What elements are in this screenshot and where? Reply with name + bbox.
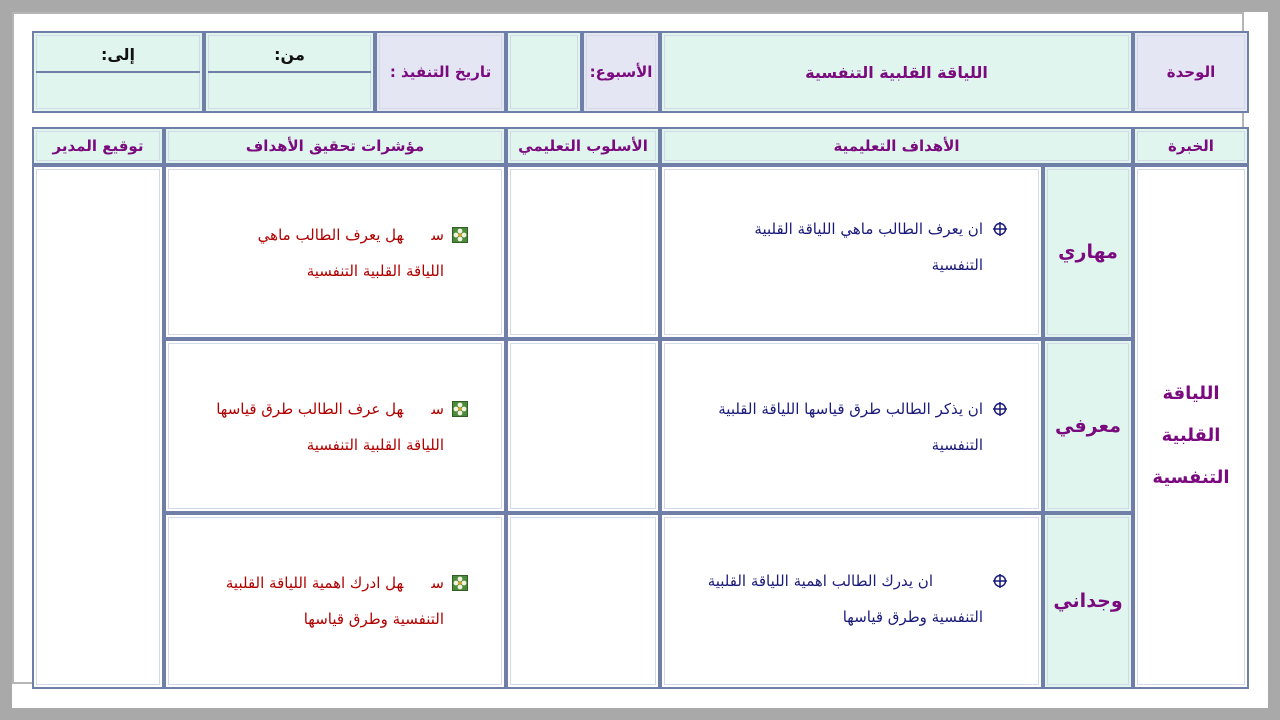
indicator-text: هل يعرف الطالب ماهي (257, 226, 404, 244)
indicator-cell-1 (164, 165, 506, 339)
week-label: الأسبوع: (589, 63, 653, 81)
experience-line-2: القلبية (1161, 425, 1221, 446)
domain-label: وجداني (1053, 590, 1123, 612)
domain-label: معرفي (1055, 415, 1121, 437)
unit-label: الوحدة (1166, 63, 1216, 81)
objective-line-2: التنفسية وطرق قياسها (842, 608, 983, 626)
col-method-label: الأسلوب التعليمي (518, 137, 648, 155)
unit-value: اللياقة القلبية التنفسية (805, 62, 988, 82)
objective-line-1 (667, 563, 1007, 599)
from-label: من: (274, 45, 305, 64)
method-cell-1[interactable] (506, 165, 660, 339)
week-value-cell[interactable] (506, 31, 582, 113)
objective-text: ان يذكر الطالب طرق قياسها اللياقة القلبية (718, 400, 983, 418)
indicator-text: هل عرف الطالب طرق قياسها (216, 400, 404, 418)
objective-text: ان يعرف الطالب ماهي اللياقة القلبية (754, 220, 983, 238)
crosshair-icon (993, 402, 1007, 416)
indicator-line-1 (168, 391, 468, 427)
indicator-prefix: س (431, 574, 444, 592)
col-indicators-label: مؤشرات تحقيق الأهداف (245, 137, 425, 155)
objective-line-2: التنفسية (931, 256, 983, 274)
to-cell[interactable] (32, 31, 204, 113)
objective-line-1 (667, 211, 1007, 247)
indicator-line-1 (168, 217, 468, 253)
objective-line-2: التنفسية (931, 436, 983, 454)
from-divider (208, 71, 371, 73)
col-principal-signature (32, 127, 164, 165)
objective-cell-3 (660, 513, 1043, 689)
indicator-line-2: اللياقة القلبية التنفسية (306, 436, 444, 454)
unit-value-cell (660, 31, 1133, 113)
exec-date-label-cell (375, 31, 506, 113)
indicator-text: هل ادرك اهمية اللياقة القلبية (225, 574, 404, 592)
col-objectives (660, 127, 1133, 165)
week-label-cell (582, 31, 660, 113)
domain-cell-3 (1043, 513, 1133, 689)
indicator-cell-2 (164, 339, 506, 513)
objective-line-1 (667, 391, 1007, 427)
experience-line-3: التنفسية (1152, 467, 1230, 488)
domain-label: مهاري (1058, 241, 1118, 263)
unit-label-cell (1133, 31, 1249, 113)
objective-cell-2 (660, 339, 1043, 513)
crosshair-icon (993, 574, 1007, 588)
col-experience (1133, 127, 1249, 165)
method-cell-3[interactable] (506, 513, 660, 689)
method-cell-2[interactable] (506, 339, 660, 513)
principal-signature-cell[interactable] (32, 165, 164, 689)
col-indicators (164, 127, 506, 165)
from-cell[interactable] (204, 31, 375, 113)
col-experience-label: الخبرة (1168, 137, 1214, 155)
objective-text: ان يدرك الطالب اهمية اللياقة القلبية (707, 572, 933, 590)
indicator-prefix: س (431, 226, 444, 244)
indicator-prefix: س (431, 400, 444, 418)
indicator-line-2: اللياقة القلبية التنفسية (306, 262, 444, 280)
col-objectives-label: الأهداف التعليمية (833, 137, 960, 155)
to-divider (36, 71, 200, 73)
to-label: إلى: (100, 45, 136, 64)
col-method (506, 127, 660, 165)
crosshair-icon (993, 222, 1007, 236)
domain-cell-1 (1043, 165, 1133, 339)
objective-cell-1 (660, 165, 1043, 339)
exec-date-label: تاريخ التنفيذ : (389, 63, 492, 81)
indicator-line-2: التنفسية وطرق قياسها (303, 610, 444, 628)
flower-icon (452, 227, 468, 243)
domain-cell-2 (1043, 339, 1133, 513)
experience-line-1: اللياقة (1162, 383, 1220, 404)
flower-icon (452, 401, 468, 417)
experience-cell (1133, 165, 1249, 689)
flower-icon (452, 575, 468, 591)
indicator-line-1 (168, 565, 468, 601)
indicator-cell-3 (164, 513, 506, 689)
col-principal-signature-label: توقيع المدير (52, 137, 144, 155)
